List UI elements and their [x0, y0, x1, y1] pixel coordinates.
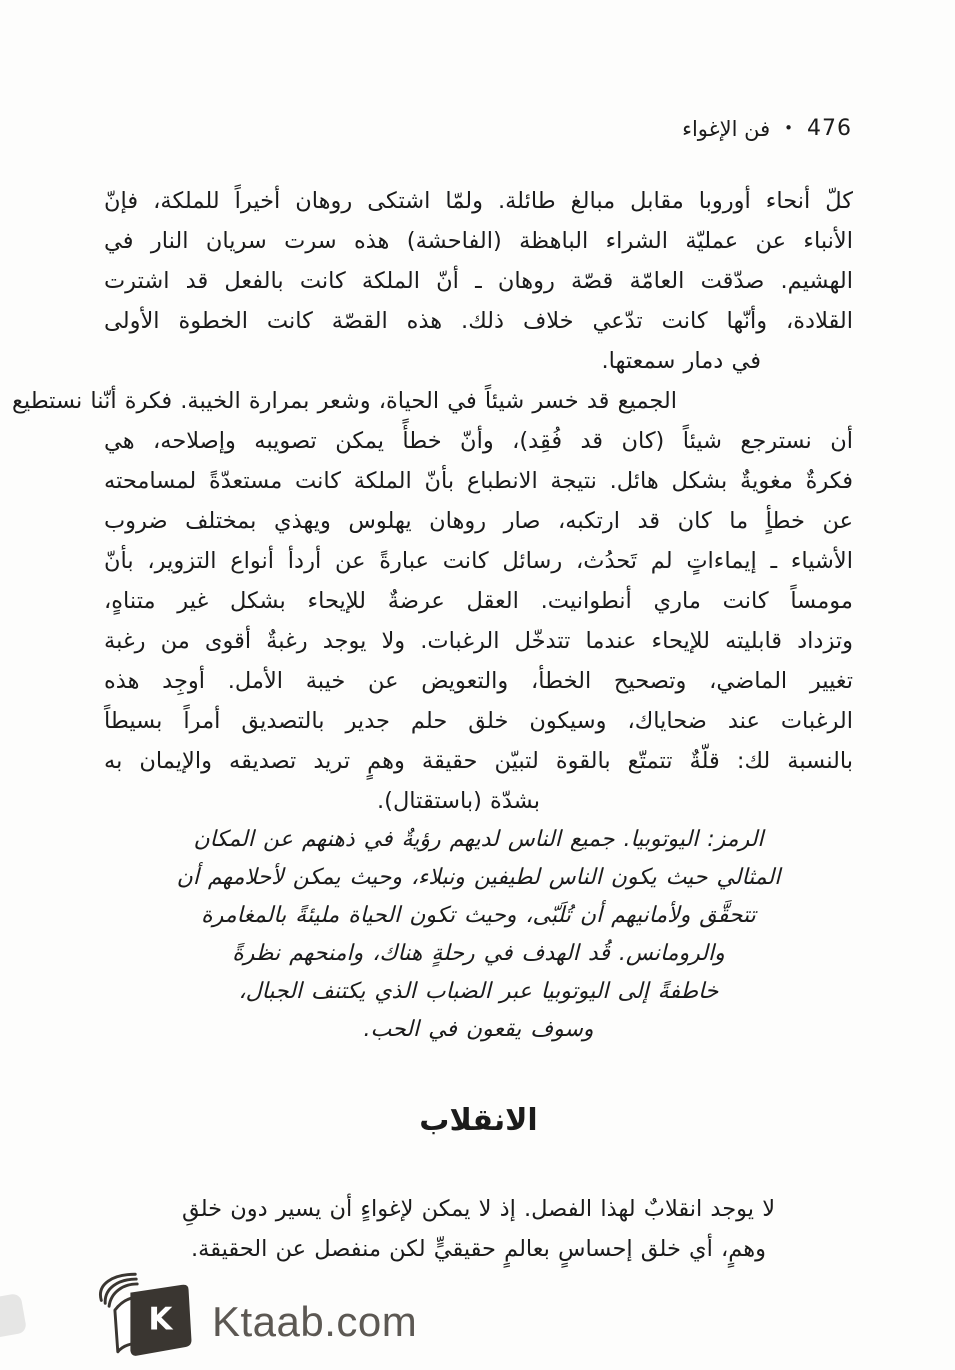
bullet-separator: •	[784, 119, 793, 137]
text-line: أن نسترجع شيئاً (كان قد فُقِد)، وأنّ خطأً يمكن تصويبه وإصلاحه، هي	[104, 428, 853, 454]
text-line: مومساً كانت ماري أنطوانيت. العقل عرضةٌ للإيحاء بشكل غير متناهٍ،	[104, 588, 853, 614]
text-line: لا يوجد انقلابٌ لهذا الفصل. إذ لا يمكن لإغواءٍ أن يسير دون خلقِ	[181, 1196, 776, 1222]
quote-line: خاطفةً إلى اليوتوبيا عبر الضباب الذي يكتنف الجبال،	[238, 979, 719, 1004]
text-line: عن خطأٍ ما كان قد ارتكبه، صار روهان يهلوس ويهذي بمختلف ضروب	[104, 508, 853, 534]
text-line: فكرةٌ مغويةٌ بشكل هائل. نتيجة الانطباع بأنّ الملكة كانت مستعدّةً لمسامحته	[104, 468, 853, 494]
quote-line: الرمز: اليوتوبيا. جميع الناس لديهم رؤيةٌ في ذهنهم عن المكان	[193, 827, 764, 852]
running-book-title: فن الإغواء	[682, 116, 771, 141]
text-line: الجميع قد خسر شيئاً في الحياة، وشعر بمرارة الخيبة. فكرة أنّنا نستطيع	[11, 388, 677, 414]
text-line: وهمٍ، أي خلق إحساسٍ بعالمٍ حقيقيٍّ لكن منفصل عن الحقيقة.	[190, 1236, 767, 1262]
paragraph-1	[104, 181, 853, 381]
quote-line: وسوف يقعون في الحب.	[363, 1017, 594, 1042]
ktaab-logo-icon	[80, 1268, 206, 1364]
text-line: بشدّة (باستقتال).	[377, 788, 540, 814]
text-line: الأشياء ـ إيماءاتٍ لم تَحدُث، رسائل كانت عبارةً عن أردأ أنواع التزوير، بأنّ	[104, 548, 853, 574]
quote-line: تتحقَّق ولأمانيهم أن تُلَبّى، وحيث تكون الحياة مليئةً بالمغامرة	[201, 903, 756, 928]
text-line: الرغبات عند ضحاياك، وسيكون خلق حلم جدير بالتصديق أمراً بسيطاً	[104, 708, 853, 734]
quote-line: المثالي حيث يكون الناس لطيفين ونبلاء، وحيث يمكن لأحلامهم أن	[176, 865, 781, 890]
text-line: تغيير الماضي، وتصحيح الخطأ، والتعويض عن خيبة الأمل. أوجِد هذه	[104, 668, 853, 694]
text-line: بالنسبة لك: قلّةٌ تتمتّع بالقوة لتبيّن حقيقة وهمٍ تريد تصديقه والإيمان به	[104, 748, 853, 774]
text-line: كلّ أنحاء أوروبا مقابل مبالغ طائلة. ولمّا اشتكى روهان أخيراً للملكة، فإنّ	[104, 188, 853, 214]
text-line: الأنباء عن عمليّة الشراء الباهظة (الفاحشة) هذه سرت سريان النار في	[104, 228, 853, 254]
quote-line: والرومانس. قُد الهدف في رحلةٍ هناك، وامنحهم نظرةً	[232, 941, 725, 966]
page-header	[682, 116, 852, 141]
brand-text: Ktaab.com	[212, 1298, 418, 1345]
symbol-quote-block	[104, 821, 853, 1049]
text-line: في دمار سمعتها.	[601, 348, 761, 374]
section-heading: الانقلاب	[419, 1103, 538, 1138]
svg-text:K: K	[148, 1301, 173, 1338]
text-line: الهشيم. صدّقت العامّة قصّة روهان ـ أنّ الملكة كانت بالفعل قد اشترت	[104, 268, 853, 294]
final-paragraph	[104, 1189, 853, 1269]
paragraph-2	[11, 381, 853, 821]
watermark-footer	[0, 1262, 955, 1370]
page-number: 476	[807, 116, 852, 141]
faint-watermark-shape	[0, 1293, 27, 1339]
text-line: وتزداد قابليته للإيحاء عندما تتدخّل الرغبات. ولا يوجد رغبةٌ أقوى من رغبة	[104, 628, 853, 654]
page-content	[11, 181, 853, 1269]
text-line: القلادة، وأنّها كانت تدّعي خلاف ذلك. هذه القصّة كانت الخطوة الأولى	[104, 308, 853, 334]
